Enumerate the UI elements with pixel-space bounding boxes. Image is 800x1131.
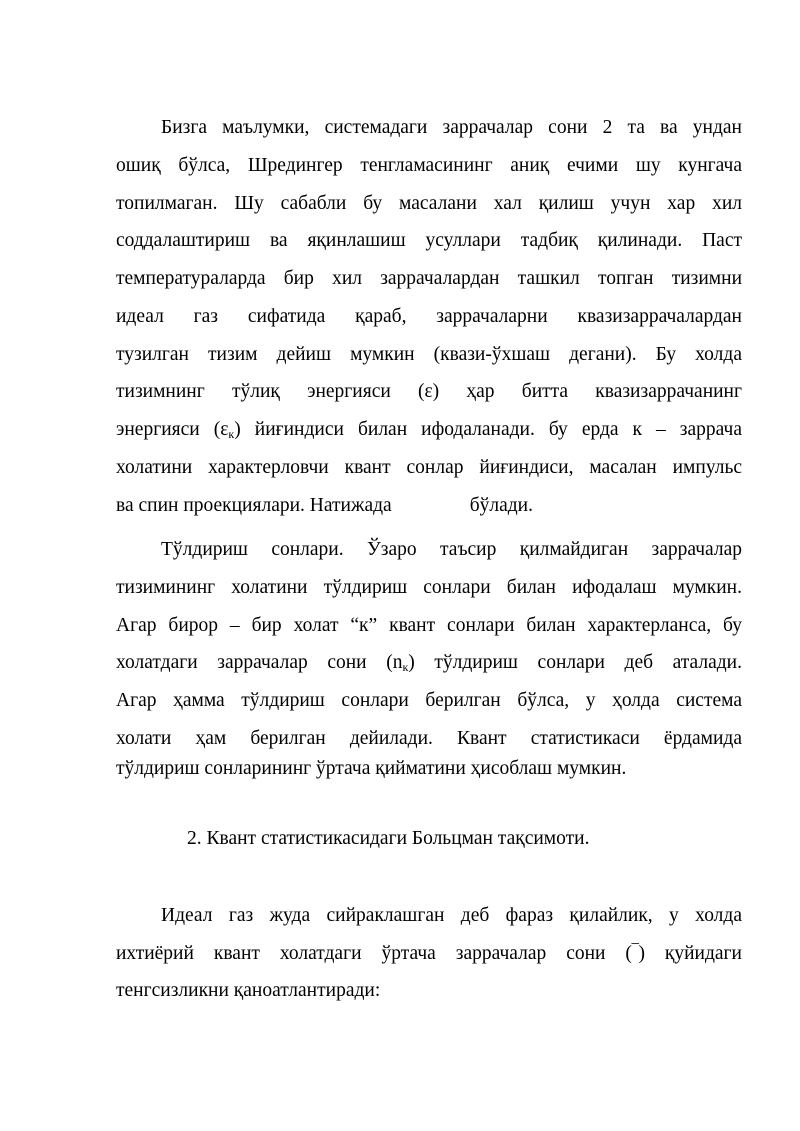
overline-mark: ‾ [631, 943, 639, 964]
line-4-end: ) тўлдириш сонлари деб аталади. [408, 652, 742, 673]
paragraph-3-line-3: тенгсизликни қаноатлантиради: [116, 980, 381, 1001]
paragraph-1-line-3: топилмаган. Шу сабабли бу масалани хал қилиш учун хар хил [116, 193, 742, 214]
paragraph-2-line-2: тизимининг холатини тўлдириш сонлари билан ифодалаш мумкин. [116, 577, 742, 598]
paragraph-3-line-1: Идеал газ жуда сийраклашган деб фараз қилайлик, у холда [161, 905, 742, 926]
paragraph-1-line-1: Бизга маълумки, системадаги заррачалар сони 2 та ва ундан [161, 117, 742, 138]
paragraph-2-line-5: Агар ҳамма тўлдириш сонлари берилган бўлса, у ҳолда система [116, 690, 742, 711]
n-subscript: к [402, 660, 409, 674]
paragraph-2-line-1: Тўлдириш сонлари. Ўзаро таъсир қилмайдиган заррачалар [161, 539, 742, 560]
paragraph-3-line-2 [116, 942, 742, 966]
line-2-end: ) қуйидаги [638, 943, 742, 964]
line-9-start: энергияси (ε [116, 419, 229, 440]
line-11-end: бўлади. [469, 495, 533, 516]
paragraph-2-line-6: холати ҳам берилган дейилади. Квант статистикаси ёрдамида [116, 728, 742, 749]
paragraph-1-line-8: тизимнинг тўлиқ энергияси (ε) ҳар битта квазизаррачанинг [116, 381, 742, 402]
paragraph-1-line-9 [116, 418, 742, 446]
paragraph-1-line-7: тузилган тизим дейиш мумкин (квази-ўхшаш дегани). Бу холда [116, 344, 742, 365]
section-heading: 2. Квант статистикасидаги Больцман тақсимоти. [187, 828, 590, 849]
paragraph-2-line-7: тўлдириш сонларининг ўртача қийматини ҳисоблаш мумкин. [116, 758, 627, 779]
paragraph-1-line-10: холатини характерловчи квант сонлар йиғиндиси, масалан импульс [116, 457, 742, 478]
epsilon-subscript: к [228, 427, 235, 441]
paragraph-1-line-11 [116, 494, 742, 518]
paragraph-1-line-4: соддалаштириш ва яқинлашиш усуллари тадбиқ қилинади. Паст [116, 230, 742, 251]
paragraph-1-line-6: идеал газ сифатида қараб, заррачаларни квазизаррачалардан [116, 306, 742, 327]
paragraph-1-line-5: температураларда бир хил заррачалардан ташкил топган тизимни [116, 268, 742, 289]
line-9-end: ) йиғиндиси билан ифодаланади. бу ерда к – заррача [234, 419, 742, 440]
paragraph-1-line-2: ошиқ бўлса, Шредингер тенгламасининг аниқ ечими шу кунгача [116, 155, 742, 176]
paragraph-2-line-4 [116, 651, 742, 679]
line-11-start: ва спин проекциялари. Натижада [116, 495, 392, 516]
line-4-start: холатдаги заррачалар сони (n [116, 652, 403, 673]
line-2-start: ихтиёрий квант холатдаги ўртача заррачалар сони ( [116, 943, 632, 964]
paragraph-2-line-3: Агар бирор – бир холат “к” квант сонлари билан характерланса, бу [116, 615, 742, 636]
